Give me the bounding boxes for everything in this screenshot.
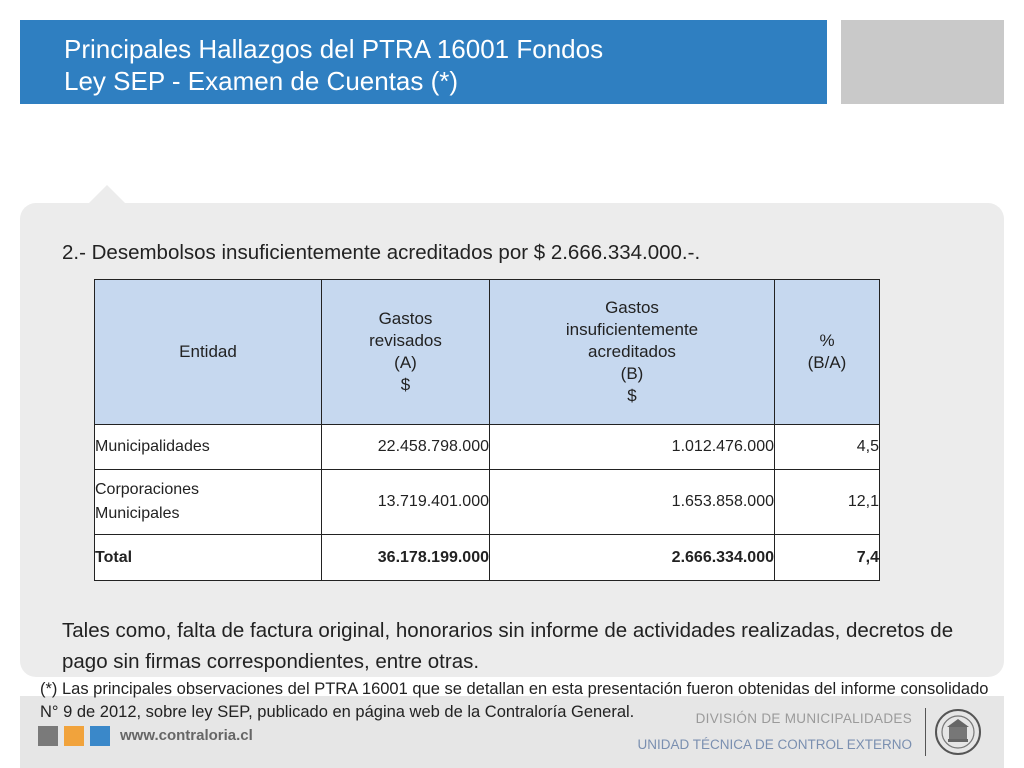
table-total-row	[95, 535, 880, 581]
header-entidad: Entidad	[95, 280, 322, 425]
slide-title-line1: Principales Hallazgos del PTRA 16001 Fondos	[64, 34, 604, 64]
division-label: DIVISIÓN DE MUNICIPALIDADES	[695, 711, 912, 726]
cell-porcentaje: 12,1	[775, 470, 880, 535]
cell-entidad: Municipalidades	[95, 425, 322, 470]
website-link[interactable]: www.contraloria.cl	[120, 727, 253, 744]
cell-entidad: Corporaciones Municipales	[95, 470, 322, 535]
cell-entidad: Total	[95, 535, 322, 581]
title-bar	[20, 20, 827, 104]
table-row	[95, 470, 880, 535]
section-heading: 2.- Desembolsos insuficientemente acreditados por $ 2.666.334.000.-.	[62, 241, 701, 264]
table-row	[95, 425, 880, 470]
cell-porcentaje: 7,4	[775, 535, 880, 581]
header-porcentaje: % (B/A)	[775, 280, 880, 425]
cell-insuficientes: 1.012.476.000	[490, 425, 775, 470]
gray-square-icon	[38, 726, 58, 746]
table-header-row	[95, 280, 880, 425]
header-gray-block	[841, 20, 1004, 104]
orange-square-icon	[64, 726, 84, 746]
unit-label: UNIDAD TÉCNICA DE CONTROL EXTERNO	[637, 737, 912, 752]
header-gastos-insuficientes: Gastos insuficientemente acreditados (B) $	[490, 280, 775, 425]
panel-notch	[88, 185, 126, 204]
findings-paragraph: Tales como, falta de factura original, honorarios sin informe de actividades realizadas, decretos de pago sin firmas correspondientes, entre otras.	[62, 619, 954, 673]
cell-revisados: 36.178.199.000	[322, 535, 490, 581]
cell-revisados: 22.458.798.000	[322, 425, 490, 470]
footnote: (*) Las principales observaciones del PTRA 16001 que se detallan en esta presentación fueron obtenidas del informe consolidado N° 9 de 2012, sobre ley SEP, publicado en página web de la Contraloría General.	[40, 680, 989, 721]
findings-table	[94, 279, 880, 581]
cell-insuficientes: 1.653.858.000	[490, 470, 775, 535]
header-gastos-revisados: Gastos revisados (A) $	[322, 280, 490, 425]
cell-porcentaje: 4,5	[775, 425, 880, 470]
slide-title-line2: Ley SEP - Examen de Cuentas (*)	[64, 66, 459, 96]
cell-insuficientes: 2.666.334.000	[490, 535, 775, 581]
blue-square-icon	[90, 726, 110, 746]
cell-revisados: 13.719.401.000	[322, 470, 490, 535]
